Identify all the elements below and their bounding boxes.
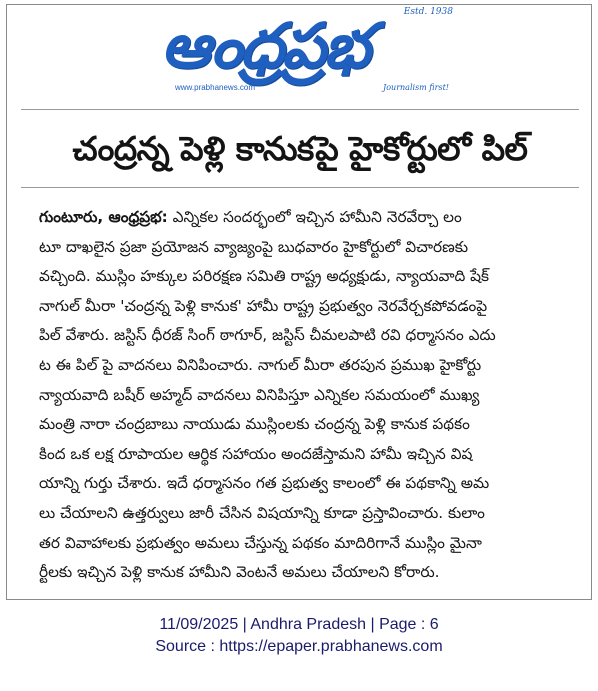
article-line: ర్టీలకు ఇచ్చిన పెళ్లి కానుక హామీని వెంటనే అమలు చేయాలని కోరారు.	[39, 563, 440, 582]
article-line: న్యాయవాది బషీర్ అహ్మద్ వాదనలు వినిపిస్తూ ఎన్నికల సమయంలో ముఖ్య	[39, 385, 480, 404]
headline: చంద్రన్న పెళ్లి కానుకపై హైకోర్టులో పిల్	[72, 129, 528, 168]
article-line: యాన్ని గుర్తు చేశారు. ఇదే ధర్మాసనం గత ప్రభుత్వ కాలంలో ఈ పథకాన్ని అమ	[39, 474, 490, 493]
article-line: మంత్రి నారా చంద్రబాబు నాయుడు ముస్లింలకు చంద్రన్న పెళ్లి కానుక పథకం	[39, 415, 470, 434]
article-line: నాగుల్ మీరా 'చంద్రన్న పెళ్లి కానుక' హామీ రాష్ట్ర ప్రభుత్వం నెరవేర్చకపోవడంపై	[39, 296, 488, 315]
logo-wordmark: ఆంధ్రప్రభ	[161, 9, 369, 82]
newspaper-logo	[157, 7, 457, 99]
article-line: తర వివాహాలకు ప్రభుత్వం అమలు చేస్తున్న పథకం మాదిరిగానే ముస్లిం మైనా	[39, 533, 482, 552]
cut-off-next-line	[37, 589, 557, 600]
footer-date-edition: 11/09/2025 | Andhra Pradesh | Page : 6	[159, 616, 439, 633]
article-line: ట ఈ పిల్ పై వాదనలు వినిపించారు. నాగుల్ మీరా తరపున ప్రముఖ హైకోర్టు	[39, 355, 482, 374]
article-line: వచ్చింది. ముస్లిం హక్కుల పరిరక్షణ సమితి రాష్ట్ర అధ్యక్షుడు, న్యాయవాది షేక్	[39, 267, 490, 286]
page-footer	[0, 614, 598, 658]
article-line: కింద ఒక లక్ష రూపాయల ఆర్థిక సహాయం అందజేస్తామని హామీ ఇచ్చిన విష	[39, 444, 473, 463]
article-body	[39, 203, 571, 588]
masthead	[7, 5, 592, 107]
article-line: టూ దాఖలైన ప్రజా ప్రయోజన వ్యాజ్యంపై బుధవారం హైకోర్టులో విచారణకు	[39, 237, 469, 256]
tagline: Journalism first!	[383, 83, 449, 92]
footer-source: Source : https://epaper.prabhanews.com	[155, 638, 443, 655]
site-url: www.prabhanews.com	[175, 83, 256, 92]
article-line: లు చేయాలని ఉత్తర్వులు జారీ చేసిన విషయాన్ని కూడా ప్రస్తావించారు. కులాం	[39, 503, 485, 522]
dateline: గుంటూరు, ఆంధ్రప్రభ:	[39, 208, 168, 226]
article-line: పిల్ వేశారు. జస్టిస్ ధీరజ్ సింగ్ ఠాగూర్, జస్టిస్ చీమలపాటి రవి ధర్మాసనం ఎదు	[39, 326, 496, 345]
masthead-divider	[21, 109, 579, 110]
article-line-1: గుంటూరు, ఆంధ్రప్రభ: ఎన్నికల సందర్భంలో ఇచ్చిన హామీని నెరవేర్చా లం	[39, 208, 462, 226]
headline-divider	[21, 187, 579, 188]
news-clipping	[6, 4, 592, 600]
established-year: Estd. 1938	[403, 7, 453, 17]
